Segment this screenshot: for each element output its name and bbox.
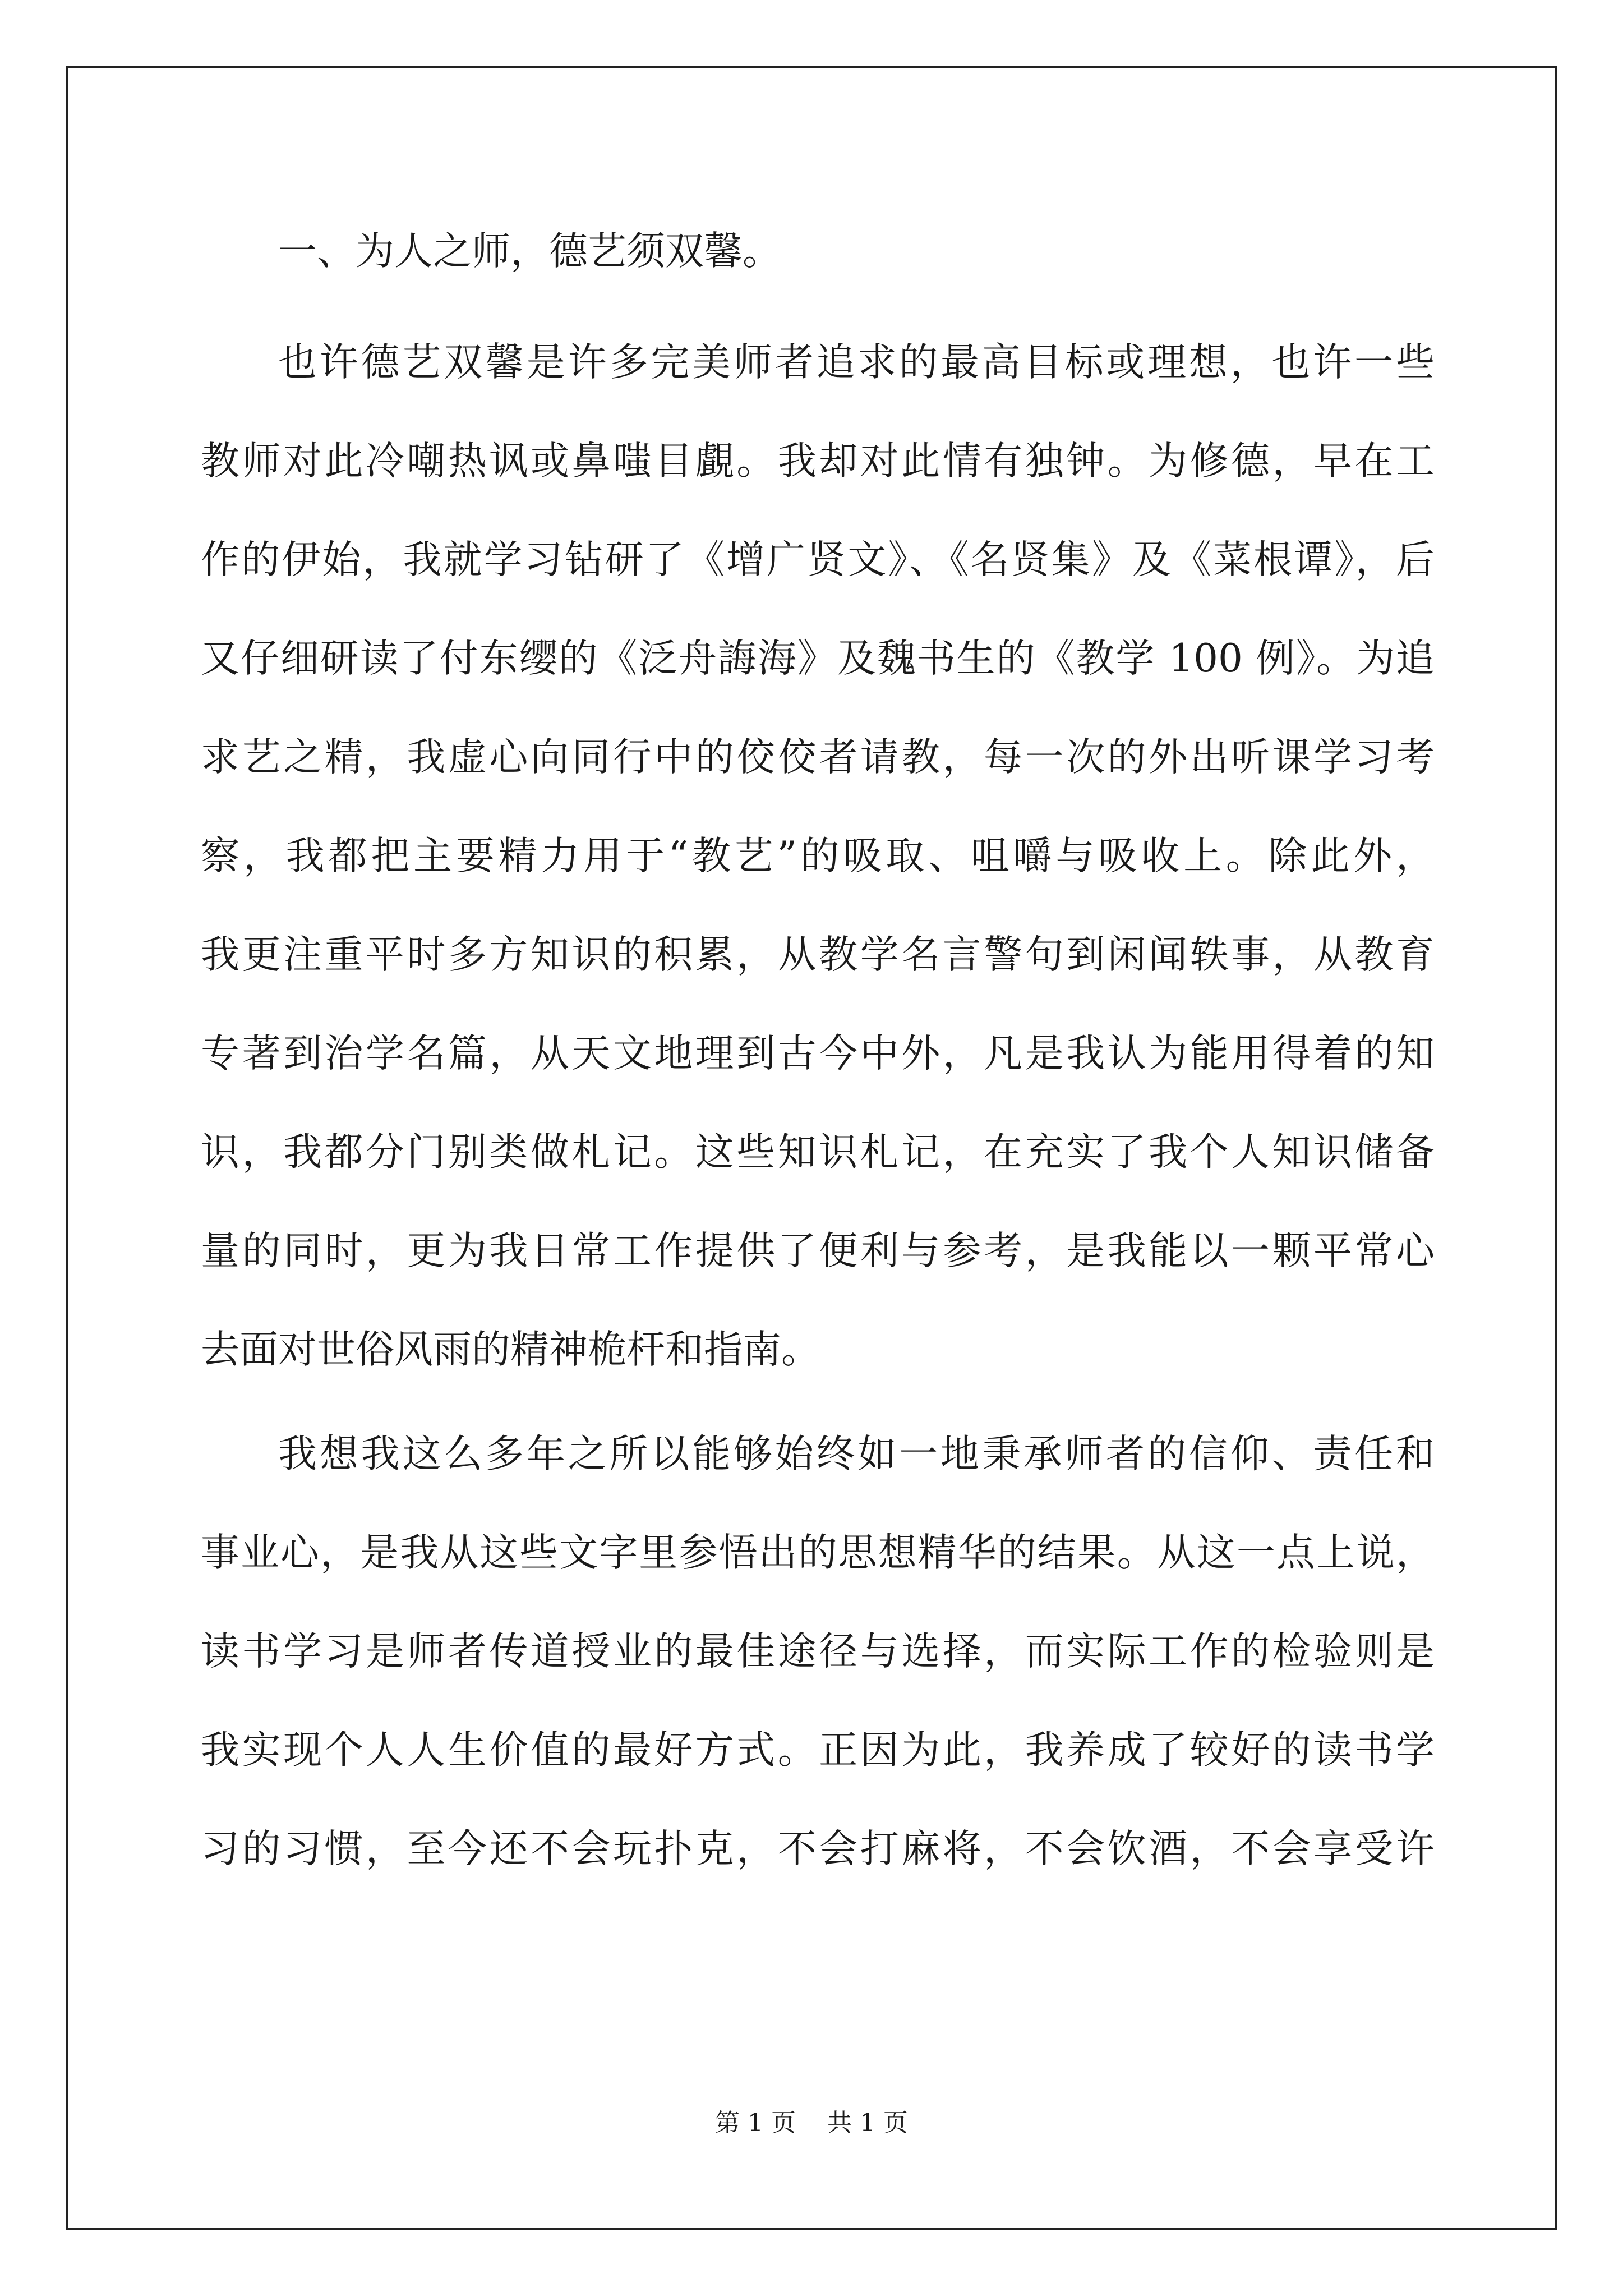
paragraph-1-line: 专著到治学名篇，从天文地理到古今中外，凡是我认为能用得着的知 [201, 1031, 1435, 1076]
paragraph-1-line: 也许德艺双馨是许多完美师者追求的最高目标或理想，也许一些 [278, 340, 1435, 385]
section-heading: 一、为人之师，德艺须双馨。 [278, 229, 781, 274]
page-number: 第 1 页 [715, 2109, 796, 2137]
paragraph-2-line: 事业心，是我从这些文字里参悟出的思想精华的结果。从这一点上说， [201, 1530, 1435, 1575]
page-footer [0, 2106, 1623, 2140]
paragraph-1-line: 识，我都分门别类做札记。这些知识札记，在充实了我个人知识储备 [201, 1130, 1435, 1175]
paragraph-1-line: 教师对此冷嘲热讽或鼻嗤目覰。我却对此情有独钟。为修德，早在工 [201, 439, 1435, 484]
paragraph-1-line: 察，我都把主要精力用于“教艺”的吸取、咀嚼与吸收上。除此外， [201, 834, 1435, 878]
page-total: 共 1 页 [827, 2109, 908, 2137]
paragraph-2-line: 我实现个人人生价值的最好方式。正因为此，我养成了较好的读书学 [201, 1728, 1435, 1773]
paragraph-1-line: 量的同时，更为我日常工作提供了便利与参考，是我能以一颗平常心 [201, 1228, 1435, 1273]
paragraph-1-line: 求艺之精，我虚心向同行中的佼佼者请教，每一次的外出听课学习考 [201, 735, 1435, 780]
paragraph-2-line: 习的习惯，至今还不会玩扑克，不会打麻将，不会饮酒，不会享受许 [201, 1826, 1435, 1871]
paragraph-2-line: 我想我这么多年之所以能够始终如一地秉承师者的信仰、责任和 [278, 1432, 1435, 1476]
paragraph-1-line: 去面对世俗风雨的精神桅杆和指南。 [201, 1327, 820, 1372]
paragraph-2-line: 读书学习是师者传道授业的最佳途径与选择，而实际工作的检验则是 [201, 1629, 1435, 1674]
paragraph-1-line: 又仔细研读了付东缨的《泛舟誨海》及魏书生的《教学 100 例》。为追 [201, 636, 1435, 681]
paragraph-1-line: 作的伊始，我就学习钻研了《增广贤文》、《名贤集》及《菜根谭》，后 [201, 537, 1435, 582]
paragraph-1-line: 我更注重平时多方知识的积累，从教学名言警句到闲闻轶事，从教育 [201, 932, 1435, 977]
